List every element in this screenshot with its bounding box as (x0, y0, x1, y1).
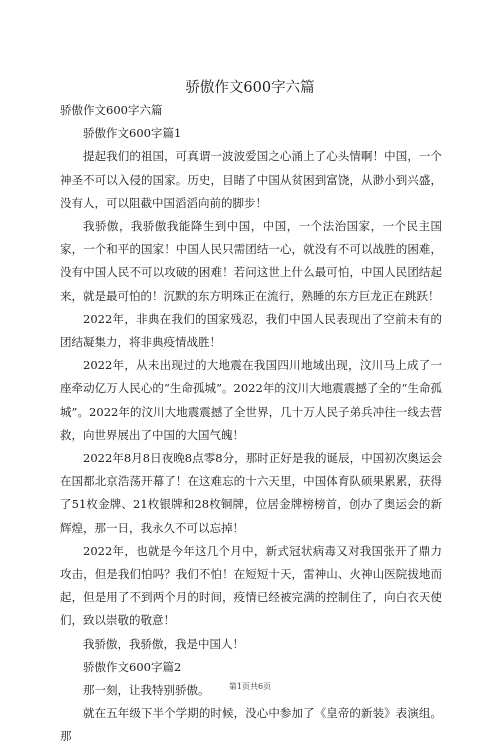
paragraph: 提起我们的祖国，可真谓一波波爱国之心涌上了心头情啊！中国，一个神圣不可以入侵的国家。历史，目睹了中国从贫困到富饶，从渺小到兴盛，没有人，可以阻截中国滔滔向前的脚步！ (60, 149, 442, 210)
paragraph: 骄傲作文600字篇2 (83, 659, 182, 674)
document-title: 骄傲作文600字六篇 (185, 80, 315, 96)
paragraph: 就在五年级下半个学期的时候，没心中参加了《皇帝的新装》表演组。那 (60, 706, 442, 744)
paragraph: 2022年，非典在我们的国家残忍，我们中国人民表现出了空前未有的团结凝集力，将非典疫情战胜！ (60, 311, 442, 350)
paragraph: 骄傲作文600字篇1 (83, 126, 182, 141)
paragraph: 2022年，从未出现过的大地震在我国四川地域出现，汶川马上成了一座牵动亿万人民心的“生命孤城”。2022年的汶川大地震震撼了全的“生命孤城”。2022年的汶川大地震震撼了全世界，几十万人民子弟兵冲往一线去营救，向世界展出了中国的大国气魄！ (60, 358, 442, 442)
paragraph: 2022年，也就是今年这几个月中，新式冠状病毒又对我国张开了鼎力攻击，但是我们怕吗？我们不怕！在短短十天，雷神山、火神山医院拔地而起，但是用了不到两个月的时间，疫情已经被完满的控制住了，向白衣天使们，致以崇敬的敬意！ (60, 543, 442, 628)
document-body (60, 99, 442, 749)
paragraph: 2022年8月8日夜晚8点零8分，那时正好是我的诞辰，中国初次奥运会在国都北京浩荡开幕了！在这难忘的十六天里，中国体育队硕果累累，获得了51枚金牌、21枚银牌和28枚铜牌，位居金牌榜榜首，创办了奥运会的新辉煌，那一日，我永久不可以忘掉！ (60, 451, 442, 535)
paragraph: 我骄傲，我骄傲我能降生到中国，中国，一个法治国家，一个民主国家，一个和平的国家！中国人民只需团结一心，就没有不可以战胜的困难，没有中国人民不可以攻破的困难！若问这世上什么最可怕，中国人民团结起来，就是最可怕的！沉默的东方明珠正在流行，熟睡的东方巨龙正在跳跃！ (60, 219, 442, 303)
paragraph: 骄傲作文600字六篇 (60, 103, 163, 117)
paragraph: 我骄傲，我骄傲，我是中国人！ (83, 636, 244, 651)
paragraph: 那一刻，让我特别骄傲。 (83, 683, 210, 698)
page-footer: 第1页共6页 (228, 682, 272, 691)
